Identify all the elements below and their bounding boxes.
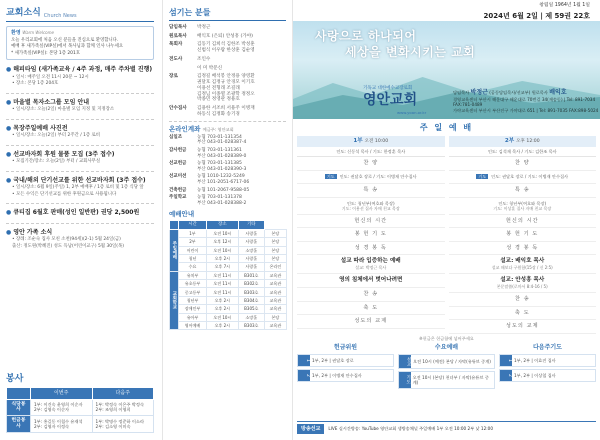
service-item [449, 274, 597, 293]
staff-name-line: 박정근 [197, 25, 211, 30]
first-service: 1부 오전 10:00 인도: 신동석 목사 / 기도: 한정훈 목사 찬 양 기도 인도: 권달호 장로 / 기도: 이병재 안수집사 특 송 인도: 청년부(여호와 목장) 기도: 이용선 집사 자매 친교 목장 헌신의 시간 봉 헌 기 도 성 경 봉 독 설교 따라 입증하는 예배 설교: 박정근 목사 영의 침체에서 벗어나려면 찬 송 축 도 성도의 교제 [297, 136, 445, 334]
info-box-row [297, 354, 394, 367]
worship-name: 2부 [179, 238, 207, 246]
sermon-sub: 설교: 박정근 목사 [355, 265, 387, 271]
sermon-sub: 본문말씀(로마서 8:4-16 / 5) [496, 284, 548, 290]
volunteer-line: 2부: 조영희 이영희 [95, 407, 131, 413]
staff-name-line: 김동기 김희석 김한조 박성훈 [197, 42, 255, 48]
staff-role [169, 66, 197, 72]
service-tag: 기도 [478, 173, 487, 179]
worship-time: 오전 10시 [206, 246, 238, 254]
news-item-line: • 일시/장소: 6월 9일(주일) 1, 2부 예배후 / 1층 로비 및 1층 식당 앞 [12, 185, 144, 190]
staff-row [169, 34, 286, 40]
worship-place: 소망홀 [238, 246, 264, 254]
volunteer-this-week [31, 416, 93, 433]
volunteer-label: 식당봉사 [7, 399, 31, 416]
worship-group-label: 교회학교 [170, 271, 179, 330]
bullet-icon: ● [6, 66, 12, 73]
news-title: 교회소식 Church News [6, 8, 77, 19]
news-item [6, 171, 154, 198]
worship-row [170, 238, 287, 246]
broadcast-text[interactable]: LIVE 실시간방송: YouTube 영안교회 생방송채널 주일예배 1부 오전 10:00 2부 낮 12:00 [328, 426, 493, 432]
worship-name: 유아부 [179, 313, 207, 321]
worship-row [170, 271, 287, 279]
offering-notice: ※헌금은 헌금함에 넣어주세요 [419, 335, 474, 341]
worship-place: B303호 [238, 321, 264, 329]
slogan-line-2: 세상을 변화시키는 교회 [345, 45, 476, 59]
worship-time: 오후 12시 [206, 238, 238, 246]
sermon-title: 설교 따라 입증하는 예배 [340, 258, 401, 265]
account-type: 십일조 [169, 134, 183, 140]
account-type: 선교미션 [169, 174, 187, 180]
staff-role: 담임목사 [169, 25, 187, 30]
staff-names [197, 57, 210, 63]
account-number: 농협 703-01-131361 [197, 147, 242, 153]
info-box [398, 344, 495, 391]
news-item-title [6, 66, 154, 74]
service-sub: 기도: 이용선 집사 자매 친교 목장 [341, 205, 400, 211]
service-item: 특 송 [449, 184, 597, 198]
info-box-value: 1부, 2부 | 권달호 장로 [312, 357, 354, 363]
service-order [293, 136, 600, 334]
service-item: 헌신의 시간 [297, 215, 445, 229]
issue-date: 2024년 6월 2일 | 제 59권 22호 [483, 12, 590, 20]
service-item: 성도의 교제 [297, 315, 445, 329]
worship-name: 어린이 [179, 246, 207, 254]
staff-role: 목회자 [169, 42, 183, 48]
worship-time: 오후 2시 [206, 305, 238, 313]
bulletin-header [293, 0, 600, 21]
info-box [297, 344, 394, 391]
hero-banner [293, 21, 600, 119]
service-item [297, 255, 445, 274]
bullet-icon: ● [6, 176, 12, 184]
staff-name-line: 김용한 서조희 서용주 이병재 [197, 106, 255, 112]
volunteer-title: 봉사 [6, 374, 24, 384]
worship-etc: 온라인 [264, 263, 286, 271]
account-title: 온라인계좌 예금주: 영안교회 [169, 124, 234, 133]
account-number: 부산 101-2051-6717-06 [197, 180, 250, 186]
staff-name-line: 이 미 박문신 [197, 65, 223, 71]
staff-title: 섬기는 분들 [169, 8, 211, 17]
worship-place: 소망홀 [238, 313, 264, 321]
account-type: 건축헌금 [169, 187, 187, 193]
service-item: 찬 송 [297, 288, 445, 302]
worship-time: 오후 7시 [206, 263, 238, 271]
account-number: 부산 043-01-028388-2 [197, 200, 247, 206]
service-item [449, 198, 597, 215]
news-item-line: • 일시/장소: 오늘(2일) 부터 2주간 / 1층 로비 [12, 133, 100, 138]
info-box [499, 344, 596, 391]
volunteer-next-week [92, 416, 154, 433]
account-type: 선교헌금 [169, 161, 187, 167]
staff-name-line: 김정님 이종열 조광학 정정오 [197, 91, 255, 97]
news-item-text: 선교바자회 후원 물품 모집 (3주 접수) [13, 150, 115, 158]
service-tag: 기도 [326, 173, 335, 179]
bullet-icon: ● [6, 228, 12, 236]
worship-etc: 본당 [264, 246, 286, 254]
info-box-value: 1부, 2부 | 이효진 집사 [514, 357, 556, 363]
info-box-label: 2 [298, 370, 310, 381]
account-row [169, 195, 286, 206]
news-item-title [6, 151, 154, 159]
established-date: 창립일 1964년 1월 1일 [539, 3, 590, 8]
service-item: 성 경 봉 독 [297, 242, 445, 256]
account-numbers [197, 188, 249, 194]
staff-name-line: 이용선 전형래 조길래 [197, 85, 240, 91]
news-item-text: 국내/해외 단기선교를 위한 선교바자회 (3주 접수) [13, 176, 146, 184]
news-item-line: • 일시/장소: 오늘(2일) 마을별 모임 지정 및 지정장소 [12, 107, 115, 112]
account-number: 농협 703-01-131385 [197, 161, 242, 167]
worship-time: 오후 2시 [206, 296, 238, 304]
service-item: 성 경 봉 독 [449, 242, 597, 256]
worship-time: 오전 11시 [206, 280, 238, 288]
staff-role: 원로목사 [169, 33, 187, 39]
bullet-icon: ● [6, 209, 12, 216]
account-row [169, 148, 286, 159]
worship-place: 사랑홀 [238, 254, 264, 262]
worship-place: B304호 [238, 296, 264, 304]
worship-etc: 교육관 [264, 305, 286, 313]
volunteer-section [6, 374, 154, 433]
worship-row [170, 305, 287, 313]
account-number: 농협 1010-1232-5249 [197, 174, 245, 180]
account-number: 농협 703-01-131354 [197, 134, 242, 140]
info-box-label: 2 [500, 370, 512, 381]
worship-etc: 교육관 [264, 271, 286, 279]
staff-name-line: 박종민 정영관 정용호 [197, 97, 240, 103]
worship-etc: 교육관 [264, 321, 286, 329]
welcome-box: 환영 Warm Welcome 오늘 우리교회에 처음 오신 분들을 진심으로 환영합니다. 예배 후 새가족실(VIP실)에서 목사님과 함께 인사 나누세요 * 새가족실(VIP실): 본당 1층 201호 [6, 26, 154, 60]
info-box-title: 헌금위원 [333, 344, 358, 352]
worship-group-label: 주일예배 [170, 229, 179, 271]
staff-list [169, 25, 286, 118]
service-item: 특 송 [297, 184, 445, 198]
news-item [6, 145, 154, 165]
news-item-line: • 일시: 매주일 오전 11시 20분 ~ 12시 [12, 74, 89, 80]
volunteer-line: 2부: 김영자 이정숙 [34, 424, 70, 430]
news-item-title [6, 99, 154, 107]
info-box-row [499, 369, 596, 382]
account-number: 농협 101-2067-9588-05 [197, 187, 250, 193]
info-boxes [293, 344, 600, 391]
bullet-icon: ● [6, 124, 12, 132]
news-item-text: 해피타임 (새가족교육 / 4주 과정, 매주 주차별 진행) [13, 66, 153, 73]
volunteer-table: 이번주 다음주 식당봉사 1부: 이건숙 윤영희 이순자 2부: 김영숙 이순자 1부: 박정숙 이은주 박정숙 2부: 조영희 이영희 헌금봉사 1부: 홍길동 이철수 유재석 2부: 김영자 이정숙 1부: 박명수 정준하 이소라 2부: 김소영 이미숙 [6, 387, 154, 433]
staff-name-line: 권달호 김정규 안경모 이기호 [197, 80, 255, 86]
news-item-text: 마을별 목자소그룹 모임 안내 [13, 98, 90, 106]
account-number: 부산 043-01-028389-0 [197, 153, 247, 159]
account-list [169, 135, 286, 207]
sermon-sub: 설교 때보다 구원함(15장 / 신 2:5) [491, 265, 553, 271]
worship-row [170, 263, 287, 271]
worship-place: 사랑홀 [238, 229, 264, 237]
broadcast-footer [297, 421, 596, 434]
staff-names [197, 66, 222, 72]
sermon-title: 설교: 안성흥 목사 [500, 277, 545, 284]
volunteer-this-week [31, 399, 93, 416]
worship-time: 오전 11시 [206, 271, 238, 279]
news-item [6, 66, 154, 87]
account-number: 농협 703-01-131378 [197, 195, 242, 201]
sermon-title: 영의 침체에서 벗어나려면 [339, 277, 403, 284]
info-box-label: 설교 [399, 355, 411, 368]
worship-etc: 교육관 [264, 288, 286, 296]
worship-name: 장애인부 [179, 305, 207, 313]
news-column [0, 0, 160, 440]
pastor-info: 담임목사 박정근 (공동담임목사/선교부) 원로목사 배익호 경영교육센터 부산시 해운대구 해운대로 70번길 34(재송동) | Tel: 891-7034 FAX:781-0489 가야교육센터 부산시 부산진구 가야대로 651 | Tel: 891-7035 FAX:898-5024 [453, 88, 599, 113]
account-type: 주일학교 [169, 195, 187, 201]
service-note: 인도: 권달호 장로 / 기도: 이병재 안수집사 [491, 173, 569, 179]
info-box-label: 1 [500, 355, 512, 366]
service-note: 인도: 청년부(여호와 목장) [346, 200, 395, 206]
worship-row [170, 321, 287, 329]
info-box-row [297, 369, 394, 382]
bullet-icon: ● [6, 150, 12, 158]
staff-names [197, 74, 255, 103]
service-item: 찬 양 [449, 157, 597, 171]
service-item: 헌신의 시간 [449, 215, 597, 229]
volunteer-row [7, 416, 154, 433]
worship-time: 오전 10시 [206, 229, 238, 237]
news-item-text: 큐티집 6월호 판매(성인 일반판) 권당 2,500원 [13, 209, 140, 216]
account-numbers [197, 195, 246, 206]
worship-place: B301호 [238, 271, 264, 279]
worship-time: 오전 10시 [206, 313, 238, 321]
service-item: 찬 양 [297, 157, 445, 171]
info-box-row [398, 371, 495, 390]
news-item-text: 영안 가족 소식 [13, 228, 53, 236]
worship-table: 시간 장소 기타 주일예배 1부 오전 10시 사랑홀 본당 2부 오후 12시 사랑홀 본당 어린이 오전 10시 소망홀 본당 청년 오후 2시 사랑홀 본당 수요 오후 7시 사랑홀 온라인 교회학교 유치부 오전 11시 B301호 교육관 유초등부 오전 11시 B302호 교육관 중고등부 오전 11시 B303호 교육관 청년부 오후 2시 B304호 교육관 장애인부 오후 2시 B305호 교육관 유아부 오전 10시 소망홀 본당 영어예배 오후 2시 B303호 교육관 [169, 220, 287, 331]
service-title: 주 일 예 배 [419, 123, 474, 132]
info-box-value: 1부, 2부 | 이병재 안수집사 [312, 372, 362, 378]
staff-names [197, 42, 255, 53]
staff-names [197, 25, 210, 31]
second-service: 2부 오후 12:00 인도: 김석재 목사 / 기도: 김한조 목사 찬 양 기도 인도: 권달호 장로 / 기도: 이병재 안수집사 특 송 인도: 청년부(여호와 목장) 기도: 이상훈 집사 자매 친교 목장 헌신의 시간 봉 헌 기 도 성 경 봉 독 설교: 배익호 목사 설교 때보다 구원함(15장 / 신 2:5) 설교: 안성흥 목사 본문말씀(로마서 8:4-16 / 5) 찬 송 축 도 성도의 교제 [449, 136, 597, 334]
news-item [6, 93, 154, 113]
volunteer-next-week [92, 399, 154, 416]
service-item: 축 도 [449, 307, 597, 321]
service-item: 봉 헌 기 도 [297, 228, 445, 242]
staff-name-line: 신범식 이우람 한상훈 김순영 [197, 48, 255, 54]
volunteer-line: 2부: 김소영 이미숙 [95, 424, 131, 430]
staff-name-line: 김정길 배석봉 안정용 양영환 [197, 74, 255, 80]
worship-row [170, 246, 287, 254]
news-item-title [6, 125, 154, 133]
info-box-value: 오전 10시 (예전) 본당 / 자막(유튜브 중계) [413, 358, 491, 364]
service-sub: 기도: 이상훈 집사 자매 친교 목장 [493, 205, 552, 211]
service-item: 봉 헌 기 도 [449, 228, 597, 242]
info-box-title: 수요예배 [434, 344, 459, 352]
worship-etc: 본당 [264, 313, 286, 321]
volunteer-line: 1부: 홍길동 이철수 유재석 [34, 419, 83, 425]
staff-role: 장로 [169, 74, 178, 80]
staff-column [162, 0, 290, 440]
news-item-line: • 모든 수익은 단기선교를 위한 후원금으로 사용됩니다 [12, 191, 117, 197]
info-box-title: 다음주기도 [533, 344, 562, 352]
info-box-value: 1부, 2부 | 이상철 집사 [514, 372, 556, 378]
worship-name: 청년 [179, 254, 207, 262]
account-type: 감사헌금 [169, 147, 187, 153]
worship-place: B303호 [238, 288, 264, 296]
service-column [292, 0, 600, 440]
volunteer-label: 헌금봉사 [7, 416, 31, 433]
worship-name: 유초등부 [179, 280, 207, 288]
info-box-row [499, 354, 596, 367]
account-number: 부산 043-01-028387-4 [197, 140, 247, 146]
service-item: 성도의 교제 [449, 320, 597, 334]
news-item-title [6, 209, 154, 217]
service-item [449, 171, 597, 185]
worship-time: 오후 2시 [206, 321, 238, 329]
account-row [169, 188, 286, 194]
worship-time: 오후 2시 [206, 254, 238, 262]
worship-name: 청년부 [179, 296, 207, 304]
service-item [297, 198, 445, 215]
staff-row [169, 66, 286, 72]
worship-time: 오전 11시 [206, 288, 238, 296]
staff-name-line: 배익호 (은퇴) 안성흥 (가야) [197, 33, 253, 39]
worship-name: 유치부 [179, 271, 207, 279]
worship-etc: 교육관 [264, 296, 286, 304]
staff-row [169, 74, 286, 103]
account-numbers [197, 161, 246, 172]
worship-place: B302호 [238, 280, 264, 288]
staff-name-line: 하동식 김정화 송기경 [197, 111, 240, 117]
worship-row [170, 229, 287, 237]
sermon-title: 설교: 배익호 목사 [500, 258, 545, 265]
church-logo: 기독교 대한예수교장로회 영안교회 [363, 85, 418, 108]
worship-row [170, 288, 287, 296]
service-item: 축 도 [297, 302, 445, 316]
staff-names [197, 34, 253, 40]
info-box-value: 오전 10시 (본당) 천녀부 / 자막(유튜브 중계) [412, 374, 489, 385]
account-number: 부산 043-01-028390-3 [197, 166, 247, 172]
broadcast-tag: 방송선교 [297, 424, 324, 434]
service-note: 인도: 권달호 장로 / 기도: 이병재 안수집사 [339, 173, 417, 179]
news-item [6, 223, 154, 250]
news-item [6, 119, 154, 139]
news-item [6, 203, 154, 217]
news-item-line: • 장소: 본당 1층 204호 [12, 81, 59, 86]
worship-name: 중고등부 [179, 288, 207, 296]
news-item-line: • 장례: 조순숙 집사 모친 소천(94세)(2-1) 5월 24일(금) [12, 237, 121, 242]
staff-row [169, 106, 286, 117]
church-url[interactable]: www.yoan.or.kr [397, 110, 427, 116]
worship-etc: 본당 [264, 254, 286, 262]
service-item [297, 171, 445, 185]
info-box-label: 1 [298, 355, 310, 366]
news-item-line: 출산: 정도원(박혜진) 성도 득남(어린이교구) 5월 30일(목) [12, 243, 124, 249]
worship-row [170, 280, 287, 288]
staff-role: 안수집사 [169, 106, 187, 112]
staff-role: 전도사 [169, 56, 183, 62]
account-row [169, 135, 286, 146]
staff-names [197, 106, 255, 117]
worship-etc: 본당 [264, 229, 286, 237]
staff-row [169, 42, 286, 53]
volunteer-line: 1부: 이건숙 윤영희 이순자 [34, 402, 83, 408]
news-list [6, 66, 154, 249]
worship-etc: 본당 [264, 238, 286, 246]
staff-row [169, 57, 286, 63]
news-item-title [6, 229, 154, 237]
account-numbers [197, 174, 249, 185]
worship-name: 영어예배 [179, 321, 207, 329]
service-item: 찬 송 [449, 293, 597, 307]
service-note: 인도: 청년부(여호와 목장) [498, 200, 547, 206]
worship-row [170, 313, 287, 321]
slogan-line-1: 사랑으로 하나되어 [315, 29, 417, 43]
worship-name: 수요 [179, 263, 207, 271]
worship-row [170, 254, 287, 262]
info-box-label: 기도 [399, 372, 411, 389]
volunteer-line: 1부: 박명수 정준하 이소라 [95, 419, 145, 425]
bullet-icon: ● [6, 98, 12, 106]
worship-place: B305호 [238, 305, 264, 313]
volunteer-line: 1부: 박정숙 이은주 박정숙 [95, 402, 145, 408]
worship-name: 1부 [179, 229, 207, 237]
volunteer-line: 2부: 김영숙 이순자 [34, 407, 70, 413]
worship-row [170, 296, 287, 304]
worship-place: 사랑홀 [238, 263, 264, 271]
worship-etc: 교육관 [264, 280, 286, 288]
news-item-text: 목장주일예배 사진전 [13, 124, 68, 132]
staff-name-line: 조인수 [197, 56, 211, 62]
service-item [449, 255, 597, 274]
news-item-line: • 모집기간/장소: 오늘(2일) 부터 / 교회사무실 [12, 159, 101, 164]
account-numbers [197, 148, 246, 159]
worship-place: 사랑홀 [238, 238, 264, 246]
service-item [297, 274, 445, 288]
volunteer-row [7, 399, 154, 416]
news-item-title [6, 177, 154, 185]
account-numbers [197, 135, 246, 146]
worship-title: 예배안내 [169, 209, 195, 218]
staff-row [169, 25, 286, 31]
info-box-row [398, 354, 495, 369]
account-row [169, 174, 286, 185]
account-row [169, 161, 286, 172]
